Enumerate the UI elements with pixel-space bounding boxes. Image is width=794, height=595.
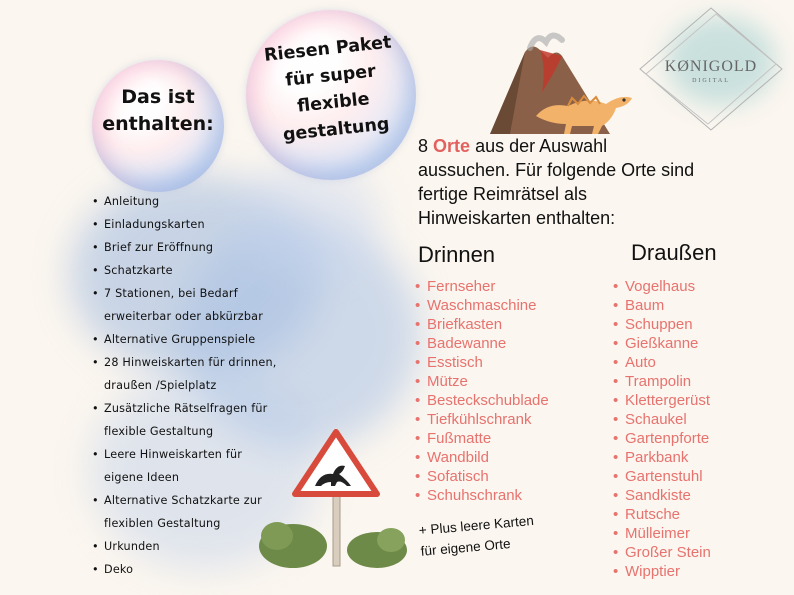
plus-note-line: für eigene Orte	[420, 536, 512, 559]
contents-item: • 7 Stationen, bei Bedarf	[92, 282, 312, 305]
draussen-list	[613, 277, 711, 581]
contents-item: • Alternative Gruppenspiele	[92, 328, 312, 351]
bubble-right-line: für super	[284, 61, 377, 91]
bubble-left-line: Das ist	[121, 86, 195, 108]
drinnen-item: • Sofatisch	[415, 467, 549, 486]
drinnen-list	[415, 277, 549, 505]
contents-item: • Einladungskarten	[92, 213, 312, 236]
logo-subtitle: DIGITAL	[692, 78, 730, 84]
draussen-item: • Klettergerüst	[613, 391, 711, 410]
draussen-item: • Gartenstuhl	[613, 467, 711, 486]
contents-item: • Deko	[92, 558, 312, 581]
drinnen-item: • Fernseher	[415, 277, 549, 296]
contents-item: • Urkunden	[92, 535, 312, 558]
dinosaur-warning-sign	[255, 428, 415, 578]
bubble-left-text	[92, 84, 224, 138]
plus-note-line: + Plus leere Karten	[418, 512, 535, 538]
contents-item: erweiterbar oder abkürzbar	[104, 310, 264, 323]
draussen-item: • Parkbank	[613, 448, 711, 467]
drinnen-heading: Drinnen	[418, 242, 496, 267]
intro-highlight: Orte	[433, 136, 471, 156]
contents-item: • Leere Hinweiskarten für	[92, 443, 312, 466]
draussen-item: • Rutsche	[613, 505, 711, 524]
draussen-item: • Vogelhaus	[613, 277, 711, 296]
contents-item: • Schatzkarte	[92, 259, 312, 282]
intro-line: aus der Auswahl	[475, 136, 608, 156]
drinnen-item: • Waschmaschine	[415, 296, 549, 315]
draussen-item: • Trampolin	[613, 372, 711, 391]
dinosaur-illustration	[528, 76, 638, 136]
plus-note	[418, 510, 536, 562]
intro-line: aussuchen. Für folgende Orte sind	[418, 160, 695, 180]
bubble-right-line: flexible	[296, 89, 371, 117]
draussen-item: • Auto	[613, 353, 711, 372]
draussen-item: • Baum	[613, 296, 711, 315]
drinnen-item: • Fußmatte	[415, 429, 549, 448]
brand-logo	[636, 4, 786, 134]
contents-item: draußen /Spielplatz	[104, 379, 217, 392]
bubble-right-line: Riesen Paket	[263, 32, 393, 66]
contents-item: • Brief zur Eröffnung	[92, 236, 312, 259]
contents-item: eigene Ideen	[104, 471, 180, 484]
draussen-item: • Gartenpforte	[613, 429, 711, 448]
intro-line: Hinweiskarten enthalten:	[418, 208, 616, 228]
contents-item: • Alternative Schatzkarte zur	[92, 489, 312, 512]
drinnen-item: • Schuhschrank	[415, 486, 549, 505]
drinnen-item: • Badewanne	[415, 334, 549, 353]
draussen-item: • Wipptier	[613, 562, 711, 581]
draussen-item: • Mülleimer	[613, 524, 711, 543]
logo-name: KØNIGOLD	[664, 58, 758, 75]
draussen-item: • Schuppen	[613, 315, 711, 334]
drinnen-item: • Wandbild	[415, 448, 549, 467]
intro-text	[418, 134, 748, 230]
contents-item: flexible Gestaltung	[104, 425, 214, 438]
drinnen-item: • Besteckschublade	[415, 391, 549, 410]
contents-item: flexiblen Gestaltung	[104, 517, 221, 530]
bubble-left-line: enthalten:	[102, 113, 214, 135]
bubble-right-line: gestaltung	[282, 114, 391, 146]
contents-item: • Anleitung	[92, 190, 312, 213]
draussen-heading: Draußen	[631, 240, 717, 265]
contents-item: • Zusätzliche Rätselfragen für	[92, 397, 312, 420]
drinnen-item: • Esstisch	[415, 353, 549, 372]
drinnen-item: • Mütze	[415, 372, 549, 391]
drinnen-item: • Briefkasten	[415, 315, 549, 334]
bubble-right-text	[247, 28, 417, 152]
contents-item: • 28 Hinweiskarten für drinnen,	[92, 351, 312, 374]
intro-line: fertige Reimrätsel als	[418, 184, 588, 204]
draussen-item: • Großer Stein	[613, 543, 711, 562]
draussen-item: • Sandkiste	[613, 486, 711, 505]
intro-count: 8	[418, 136, 429, 156]
draussen-item: • Gießkanne	[613, 334, 711, 353]
drinnen-item: • Tiefkühlschrank	[415, 410, 549, 429]
draussen-item: • Schaukel	[613, 410, 711, 429]
